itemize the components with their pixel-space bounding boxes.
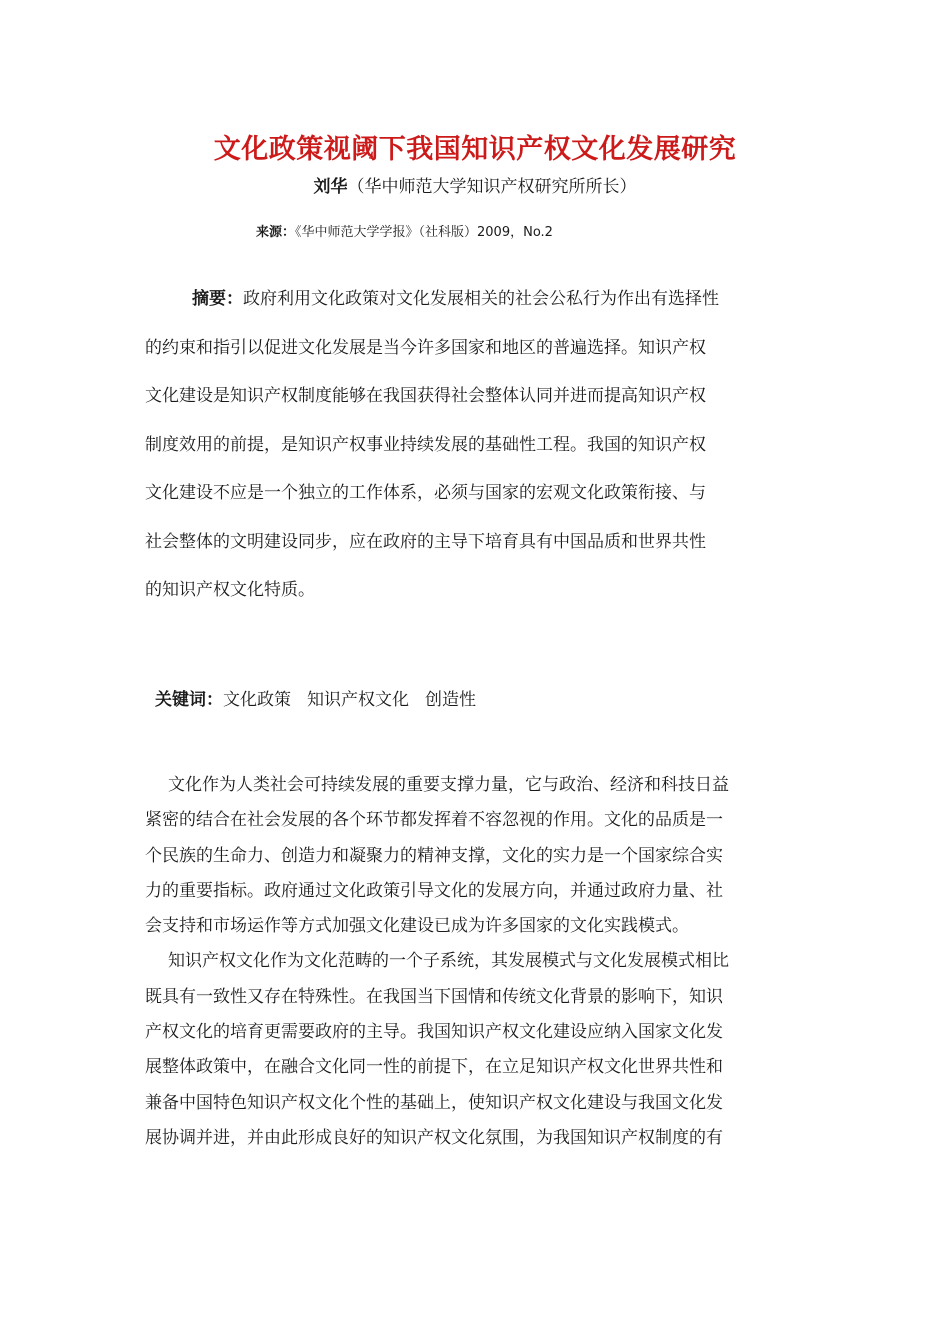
abstract-line: 的约束和指引以促进文化发展是当今许多国家和地区的普遍选择。知识产权 <box>145 337 706 358</box>
body-line: 知识产权文化作为文化范畴的一个子系统，其发展模式与文化发展模式相比 <box>168 951 729 972</box>
abstract-text: 政府利用文化政策对文化发展相关的社会公私行为作出有选择性 <box>243 289 719 309</box>
body-line: 文化作为人类社会可持续发展的重要支撑力量，它与政治、经济和科技日益 <box>168 775 729 795</box>
abstract-line: 社会整体的文明建设同步，应在政府的主导下培育具有中国品质和世界共性 <box>145 531 706 552</box>
document-title: 文化政策视阈下我国知识产权文化发展研究 <box>213 134 737 165</box>
keyword-item: 文化政策 <box>223 690 291 710</box>
author-affiliation: （华中师范大学知识产权研究所所长） <box>347 177 637 197</box>
abstract-line: 制度效用的前提，是知识产权事业持续发展的基础性工程。我国的知识产权 <box>145 434 706 455</box>
body-line: 展整体政策中，在融合文化同一性的前提下，在立足知识产权文化世界共性和 <box>145 1057 723 1078</box>
abstract-line: 的知识产权文化特质。 <box>145 580 315 600</box>
author-line <box>0 174 950 200</box>
body-line: 个民族的生命力、创造力和凝聚力的精神支撑，文化的实力是一个国家综合实 <box>145 845 723 866</box>
abstract-line: 文化建设是知识产权制度能够在我国获得社会整体认同并进而提高知识产权 <box>145 386 706 406</box>
body-line: 展协调并进，并由此形成良好的知识产权文化氛围，为我国知识产权制度的有 <box>145 1127 723 1148</box>
author-name: 刘华 <box>313 177 348 197</box>
keywords-label: 关键词： <box>155 690 223 710</box>
keywords-section <box>155 686 492 714</box>
body-text <box>145 771 810 1159</box>
body-line: 既具有一致性又存在特殊性。在我国当下国情和传统文化背景的影响下，知识 <box>145 986 723 1007</box>
source-line <box>256 222 553 244</box>
body-line: 力的重要指标。政府通过文化政策引导文化的发展方向，并通过政府力量、社 <box>145 880 723 901</box>
source-label: 来源： <box>256 225 296 240</box>
abstract-section <box>145 284 805 624</box>
abstract-line: 文化建设不应是一个独立的工作体系，必须与国家的宏观文化政策衔接、与 <box>145 483 706 503</box>
body-line: 产权文化的培育更需要政府的主导。我国知识产权文化建设应纳入国家文化发 <box>145 1022 723 1043</box>
body-line: 紧密的结合在社会发展的各个环节都发挥着不容忽视的作用。文化的品质是一 <box>145 810 723 831</box>
body-line: 兼备中国特色知识产权文化个性的基础上，使知识产权文化建设与我国文化发 <box>145 1092 723 1113</box>
keyword-item: 创造性 <box>425 690 476 710</box>
abstract-label: 摘要： <box>192 289 243 309</box>
abstract-line <box>145 284 805 333</box>
source-text: 《华中师范大学学报》（社科版）2009，No.2 <box>295 225 553 240</box>
body-line: 会支持和市场运作等方式加强文化建设已成为许多国家的文化实践模式。 <box>145 916 689 937</box>
keyword-item: 知识产权文化 <box>307 690 409 710</box>
